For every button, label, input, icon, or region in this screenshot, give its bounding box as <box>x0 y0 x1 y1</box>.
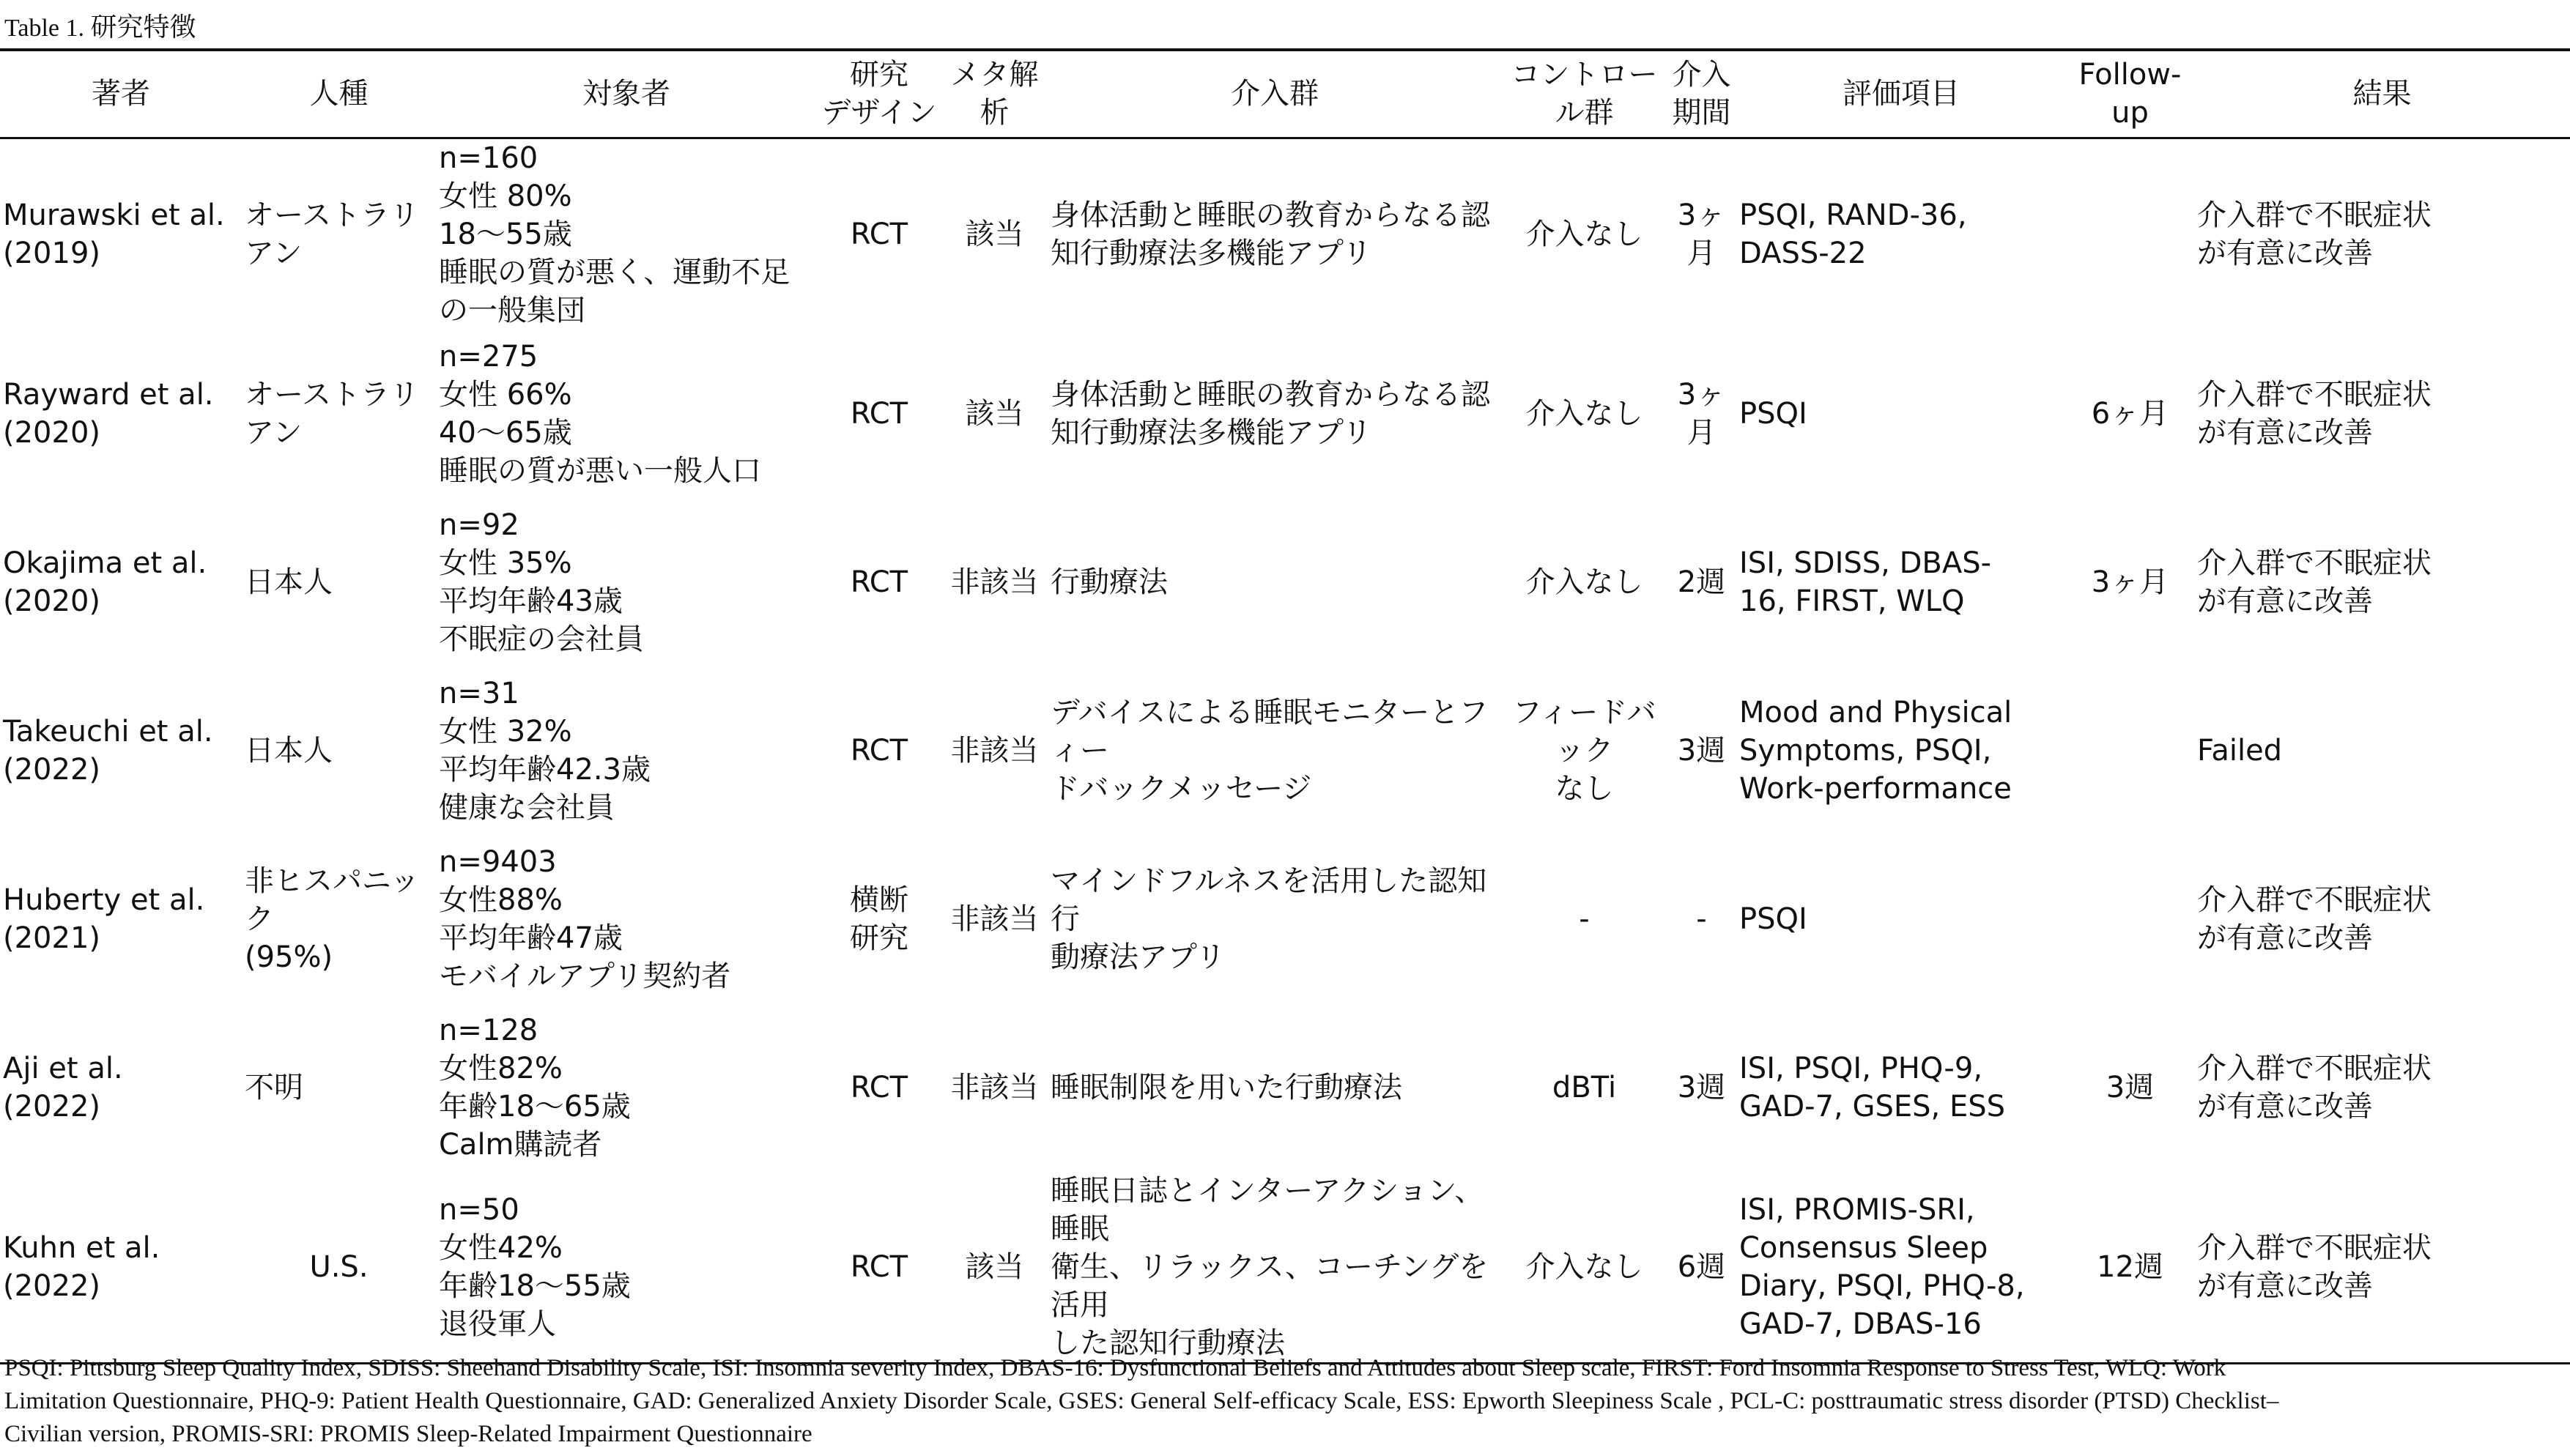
cell-race: 日本人 <box>245 565 333 599</box>
cell-duration: 3ヶ月 <box>1677 198 1726 270</box>
cell-author: Okajima et al. (2020) <box>3 546 207 618</box>
table-caption-prefix: Table 1. <box>4 15 85 42</box>
table-row <box>0 666 2570 835</box>
header-duration: 介入期間 <box>1667 50 1736 138</box>
table-row <box>0 138 2570 330</box>
cell-measures: ISI, SDISS, DBAS- 16, FIRST, WLQ <box>1739 546 1992 618</box>
cell-meta-analysis: 非該当 <box>950 902 1039 936</box>
cell-intervention: マインドフルネスを活用した認知行 動療法アプリ <box>1051 863 1487 974</box>
cell-followup <box>2066 835 2194 1003</box>
cell-subjects: n=50 女性42% 年齢18～55歳 退役軍人 <box>436 1172 817 1364</box>
header-followup: Follow- up <box>2066 50 2194 138</box>
header-intervention: 介入群 <box>1048 50 1502 138</box>
cell-result: 介入群で不眠症状 が有意に改善 <box>2197 883 2432 955</box>
cell-design: RCT <box>850 396 908 431</box>
cell-race: オーストラリアン <box>245 198 419 270</box>
cell-control: - <box>1579 902 1590 936</box>
header-design: 研究 デザイン <box>817 50 941 138</box>
cell-followup: 12週 <box>2066 1172 2194 1364</box>
cell-intervention: 身体活動と睡眠の教育からなる認 知行動療法多機能アプリ <box>1051 377 1490 450</box>
cell-design: 横断 研究 <box>850 883 908 955</box>
cell-intervention: 行動療法 <box>1051 565 1168 599</box>
cell-result: 介入群で不眠症状 が有意に改善 <box>2197 1051 2432 1123</box>
header-race: 人種 <box>242 50 436 138</box>
table-row <box>0 1003 2570 1172</box>
cell-design: RCT <box>850 217 908 251</box>
cell-result: 介入群で不眠症状 が有意に改善 <box>2197 198 2432 270</box>
cell-author: Aji et al. (2022) <box>3 1051 123 1123</box>
cell-followup: 6ヶ月 <box>2091 396 2169 431</box>
cell-meta-analysis: 該当 <box>965 396 1024 431</box>
cell-control: dBTi <box>1552 1070 1617 1104</box>
cell-result: Failed <box>2197 733 2283 768</box>
cell-design: RCT <box>850 565 908 599</box>
cell-subjects: n=9403 女性88% 平均年齢47歳 モバイルアプリ契約者 <box>439 844 731 993</box>
cell-race: 日本人 <box>245 733 333 768</box>
header-author: 著者 <box>0 50 242 138</box>
cell-meta-analysis: 非該当 <box>950 1070 1039 1104</box>
cell-duration: 6週 <box>1667 1172 1736 1364</box>
cell-measures: PSQI <box>1739 396 1807 431</box>
header-measures: 評価項目 <box>1736 50 2066 138</box>
table-caption-title: 研究特徴 <box>90 12 196 42</box>
cell-subjects: n=160 女性 80% 18～55歳 睡眠の質が悪く、運動不足 の一般集団 <box>439 141 790 327</box>
cell-race: 非ヒスパニック (95%) <box>245 863 420 974</box>
cell-meta-analysis: 非該当 <box>950 565 1039 599</box>
cell-author: Murawski et al. (2019) <box>3 198 225 270</box>
cell-followup <box>2066 138 2194 330</box>
cell-race: オーストラリアン <box>245 377 419 450</box>
cell-measures: ISI, PSQI, PHQ-9, GAD-7, GSES, ESS <box>1739 1051 2006 1123</box>
table-caption <box>4 10 196 46</box>
table-row <box>0 835 2570 1003</box>
cell-control: 介入なし <box>1525 217 1643 251</box>
header-control: コントロール群 <box>1502 50 1667 138</box>
cell-intervention: 睡眠日誌とインターアクション、睡眠 衛生、リラックス、コーチングを活用 した認知行動療法 <box>1048 1172 1502 1364</box>
cell-duration: 2週 <box>1677 565 1726 599</box>
table-row <box>0 498 2570 666</box>
cell-subjects: n=275 女性 66% 40～65歳 睡眠の質が悪い一般人口 <box>439 339 761 488</box>
cell-measures: ISI, PROMIS-SRI, Consensus Sleep Diary, PSQI, PHQ-8, GAD-7, DBAS-16 <box>1736 1172 2066 1364</box>
cell-subjects: n=92 女性 35% 平均年齢43歳 不眠症の会社員 <box>439 508 644 656</box>
cell-race: U.S. <box>242 1172 436 1364</box>
cell-subjects: n=31 女性 32% 平均年齢42.3歳 健康な会社員 <box>439 676 651 825</box>
cell-duration: - <box>1696 902 1707 936</box>
cell-meta-analysis: 該当 <box>941 1172 1048 1364</box>
cell-result: 介入群で不眠症状 が有意に改善 <box>2197 546 2432 618</box>
cell-measures: PSQI <box>1739 902 1807 936</box>
cell-measures: Mood and Physical Symptoms, PSQI, Work-performance <box>1739 695 2012 806</box>
cell-followup: 3週 <box>2106 1070 2155 1104</box>
cell-measures: PSQI, RAND-36, DASS-22 <box>1739 198 1967 270</box>
header-result: 結果 <box>2194 50 2570 138</box>
cell-author: Kuhn et al. (2022) <box>0 1172 242 1364</box>
cell-result: 介入群で不眠症状 が有意に改善 <box>2197 377 2432 450</box>
header-subjects: 対象者 <box>436 50 817 138</box>
cell-subjects: n=128 女性82% 年齢18～65歳 Calm購読者 <box>439 1013 631 1162</box>
cell-design: RCT <box>850 1070 908 1104</box>
cell-intervention: デバイスによる睡眠モニターとフィー ドバックメッセージ <box>1051 695 1489 806</box>
cell-intervention: 睡眠制限を用いた行動療法 <box>1051 1070 1402 1104</box>
cell-control: 介入なし <box>1502 1172 1667 1364</box>
table-row <box>0 1172 2570 1364</box>
cell-control: 介入なし <box>1525 396 1643 431</box>
cell-author: Rayward et al. (2020) <box>3 377 214 450</box>
cell-race: 不明 <box>245 1070 303 1104</box>
cell-duration: 3週 <box>1677 733 1726 768</box>
cell-meta-analysis: 該当 <box>965 217 1024 251</box>
cell-control: 介入なし <box>1525 565 1643 599</box>
cell-result: 介入群で不眠症状 が有意に改善 <box>2194 1172 2570 1364</box>
cell-duration: 3週 <box>1677 1070 1726 1104</box>
cell-meta-analysis: 非該当 <box>950 733 1039 768</box>
study-characteristics-table <box>0 48 2570 1364</box>
cell-followup <box>2066 666 2194 835</box>
cell-followup: 3ヶ月 <box>2091 565 2169 599</box>
cell-control: フィードバック なし <box>1512 695 1656 806</box>
cell-author: Huberty et al. (2021) <box>3 883 205 955</box>
cell-author: Takeuchi et al. (2022) <box>3 714 213 787</box>
cell-design: RCT <box>850 733 908 768</box>
table-header-row <box>0 50 2570 138</box>
cell-intervention: 身体活動と睡眠の教育からなる認 知行動療法多機能アプリ <box>1051 198 1490 270</box>
cell-duration: 3ヶ月 <box>1677 377 1726 450</box>
cell-design: RCT <box>817 1172 941 1364</box>
header-meta-analysis: メタ解析 <box>941 50 1048 138</box>
table-row <box>0 330 2570 498</box>
table-footnote: PSQI: Pittsburg Sleep Quality Index, SDISS: Sheehand Disability Scale, ISI: Insomnia severity Index, DBAS-16: Dysfunctional Beliefs and Attitudes about Sleep scale, FIRST: Ford Insomnia Response to Stress Test, WLQ: Work Limitation Questionnaire, PHQ-9: Patient Health Questionnaire, GAD: Generalized Anxiety Disorder Scale, GSES: General Self-efficacy Scale, ESS: Epworth Sleepiness Scale , PCL-C: posttraumatic stress disorder (PTSD) Checklist– Civilian version, PROMIS-SRI: PROMIS Sleep-Related Impairment Questionnaire <box>4 1355 2279 1447</box>
